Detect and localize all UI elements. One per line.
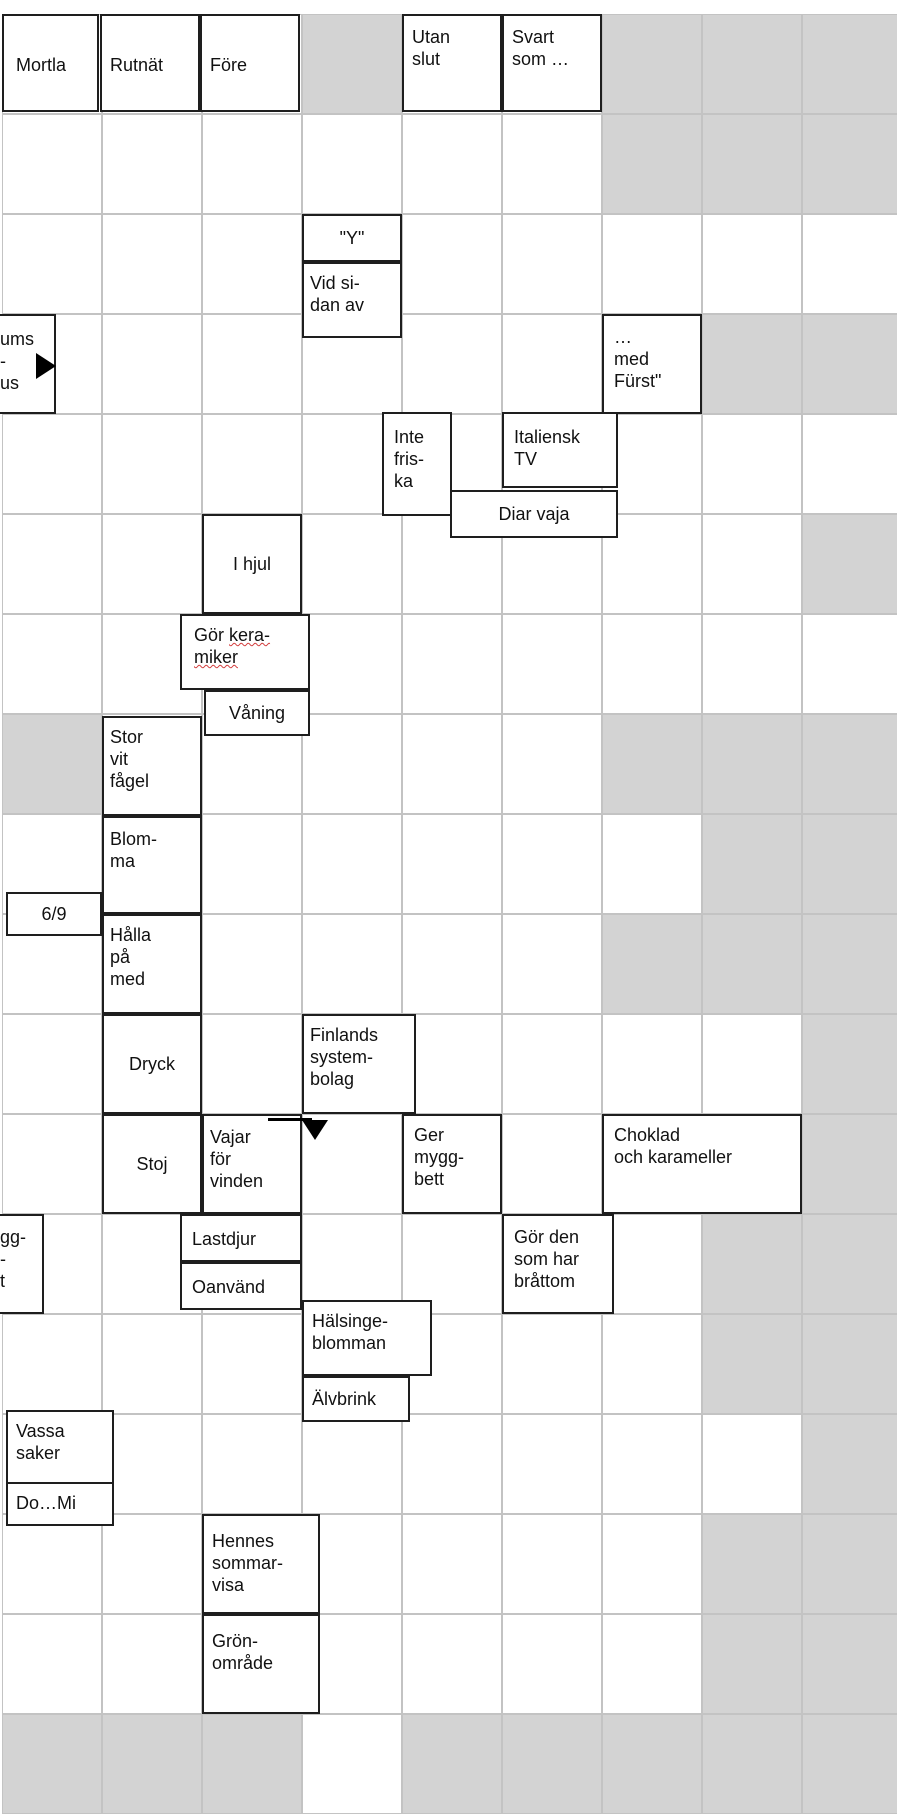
clue-italiensk-tv: Italiensk TV [502,412,618,488]
clue-blomma: Blom- ma [102,816,202,914]
grid-cell[interactable] [702,914,802,1014]
grid-cell[interactable] [702,114,802,214]
grid-cell[interactable] [802,1014,897,1114]
grid-cell[interactable] [102,1614,202,1714]
grid-cell[interactable] [602,1314,702,1414]
clue-gronomrade: Grön- område [202,1614,320,1714]
grid-cell[interactable] [502,1714,602,1814]
grid-cell[interactable] [302,114,402,214]
clue-gor-keramiker: Gör kera- miker [180,614,310,690]
grid-cell[interactable] [802,14,897,114]
clue-fore: Före [200,14,300,112]
grid-cell[interactable] [502,1614,602,1714]
grid-cell[interactable] [702,1014,802,1114]
grid-cell[interactable] [302,1414,402,1514]
grid-cell[interactable] [402,214,502,314]
grid-cell[interactable] [2,1314,102,1414]
grid-cell[interactable] [302,814,402,914]
grid-cell[interactable] [2,1514,102,1614]
grid-cell[interactable] [2,1014,102,1114]
grid-cell[interactable] [502,1514,602,1614]
grid-cell[interactable] [502,614,602,714]
grid-cell[interactable] [602,1714,702,1814]
grid-cell[interactable] [202,814,302,914]
clue-dryck: Dryck [102,1014,202,1114]
grid-cell[interactable] [602,1614,702,1714]
grid-cell[interactable] [102,514,202,614]
grid-cell[interactable] [602,914,702,1014]
grid-cell[interactable] [502,1114,602,1214]
grid-cell[interactable] [802,714,897,814]
clue-inte-friska: Inte fris- ka [382,412,452,516]
grid-cell[interactable] [602,1214,702,1314]
grid-cell[interactable] [402,1414,502,1514]
grid-cell[interactable] [702,214,802,314]
grid-cell[interactable] [102,314,202,414]
grid-cell[interactable] [502,914,602,1014]
grid-cell[interactable] [702,814,802,914]
grid-cell[interactable] [2,714,102,814]
grid-cell[interactable] [302,614,402,714]
grid-cell[interactable] [2,214,102,314]
grid-cell[interactable] [702,614,802,714]
grid-cell[interactable] [802,214,897,314]
grid-cell[interactable] [602,1514,702,1614]
grid-cell[interactable] [802,114,897,214]
grid-cell[interactable] [502,214,602,314]
grid-cell[interactable] [102,214,202,314]
grid-cell[interactable] [102,114,202,214]
grid-cell[interactable] [702,414,802,514]
grid-cell[interactable] [702,714,802,814]
clue-stor-vit-fagel: Stor vit fågel [102,716,202,816]
grid-cell[interactable] [202,414,302,514]
grid-cell[interactable] [102,414,202,514]
clue-alvbrink: Älvbrink [302,1376,410,1422]
grid-cell[interactable] [102,1414,202,1514]
grid-cell[interactable] [2,1114,102,1214]
grid-cell[interactable] [202,1414,302,1514]
grid-cell[interactable] [802,814,897,914]
grid-cell[interactable] [802,614,897,714]
grid-cell[interactable] [702,1614,802,1714]
grid-cell[interactable] [402,714,502,814]
clue-six-ninths: 6/9 [6,892,102,936]
grid-cell[interactable] [802,1414,897,1514]
clue-rutnat: Rutnät [100,14,200,112]
grid-cell[interactable] [102,1314,202,1414]
grid-cell[interactable] [702,314,802,414]
grid-cell[interactable] [802,914,897,1014]
grid-cell[interactable] [2,414,102,514]
grid-cell[interactable] [202,214,302,314]
clue-vajar-for-vinden: Vajar för vinden [202,1114,302,1214]
clue-med-furst: … med Fürst" [602,314,702,414]
grid-cell[interactable] [602,714,702,814]
clue-finlands-systembolag: Finlands system- bolag [302,1014,416,1114]
grid-cell[interactable] [702,1314,802,1414]
grid-cell[interactable] [602,114,702,214]
grid-cell[interactable] [402,914,502,1014]
grid-cell[interactable] [602,1014,702,1114]
grid-cell[interactable] [802,1314,897,1414]
clue-utan-slut: Utan slut [402,14,502,112]
clue-oanvand: Oanvänd [180,1262,302,1310]
grid-cell[interactable] [402,1014,502,1114]
grid-cell[interactable] [402,1614,502,1714]
clue-y-quote: "Y" [302,214,402,262]
clue-i-hjul: I hjul [202,514,302,614]
grid-cell[interactable] [502,1314,602,1414]
clue-ger-myggbett: Ger mygg- bett [402,1114,502,1214]
grid-cell[interactable] [2,1714,102,1814]
grid-cell[interactable] [802,314,897,414]
grid-cell[interactable] [302,1714,402,1814]
grid-cell[interactable] [2,614,102,714]
clue-gor-den-som-har-brattom: Gör den som har bråttom [502,1214,614,1314]
clue-lastdjur: Lastdjur [180,1214,302,1262]
grid-cell[interactable] [502,314,602,414]
grid-cell[interactable] [402,1714,502,1814]
clue-vaning: Våning [204,690,310,736]
clue-hennes-sommarvisa: Hennes sommar- visa [202,1514,320,1614]
grid-cell[interactable] [102,1514,202,1614]
clue-choklad-karameller: Choklad och karameller [602,1114,802,1214]
clue-do-mi: Do…Mi [6,1482,114,1526]
grid-cell[interactable] [502,114,602,214]
grid-cell[interactable] [2,114,102,214]
grid-cell[interactable] [402,314,502,414]
grid-cell[interactable] [802,514,897,614]
grid-cell[interactable] [502,814,602,914]
clue-stoj: Stoj [102,1114,202,1214]
clue-halsingeblomman: Hälsinge- blomman [302,1300,432,1376]
grid-cell[interactable] [402,814,502,914]
grid-cell[interactable] [302,14,402,114]
grid-cell[interactable] [202,914,302,1014]
grid-cell[interactable] [2,514,102,614]
grid-cell[interactable] [702,1214,802,1314]
grid-cell[interactable] [402,114,502,214]
grid-cell[interactable] [802,1614,897,1714]
grid-cell[interactable] [602,1414,702,1514]
grid-cell[interactable] [702,1414,802,1514]
clue-vassa-saker: Vassa saker [6,1410,114,1484]
grid-cell[interactable] [602,214,702,314]
grid-cell[interactable] [402,1214,502,1314]
grid-cell[interactable] [702,14,802,114]
grid-cell[interactable] [102,1714,202,1814]
grid-cell[interactable] [702,1514,802,1614]
clue-diar-vaja: Diar vaja [450,490,618,538]
grid-cell[interactable] [502,1414,602,1514]
grid-cell[interactable] [202,114,302,214]
arrow-right-icon [36,353,56,379]
grid-cell[interactable] [702,1714,802,1814]
grid-cell[interactable] [602,614,702,714]
arrow-down-icon [302,1120,328,1140]
grid-cell[interactable] [302,714,402,814]
grid-cell[interactable] [802,1114,897,1214]
grid-cell[interactable] [202,1314,302,1414]
clue-vid-sidan-av: Vid si- dan av [302,262,402,338]
grid-cell[interactable] [802,1214,897,1314]
grid-cell[interactable] [202,1014,302,1114]
grid-cell[interactable] [802,1714,897,1814]
grid-cell[interactable] [302,914,402,1014]
clue-halla-pa-med: Hålla på med [102,914,202,1014]
grid-cell[interactable] [802,1514,897,1614]
grid-cell[interactable] [302,514,402,614]
clue-mortla: Mortla [2,14,99,112]
clue-ums-partial: ums - us [0,314,56,414]
grid-cell[interactable] [502,1014,602,1114]
grid-cell[interactable] [602,814,702,914]
grid-cell[interactable] [402,614,502,714]
grid-cell[interactable] [202,314,302,414]
grid-cell[interactable] [302,1214,402,1314]
clue-svart-som: Svart som … [502,14,602,112]
grid-cell[interactable] [602,14,702,114]
grid-cell[interactable] [802,414,897,514]
grid-cell[interactable] [502,714,602,814]
grid-cell[interactable] [202,1714,302,1814]
grid-cell[interactable] [2,1614,102,1714]
grid-cell[interactable] [702,514,802,614]
clue-mygg-partial: gg- - t [0,1214,44,1314]
grid-cell[interactable] [402,1514,502,1614]
